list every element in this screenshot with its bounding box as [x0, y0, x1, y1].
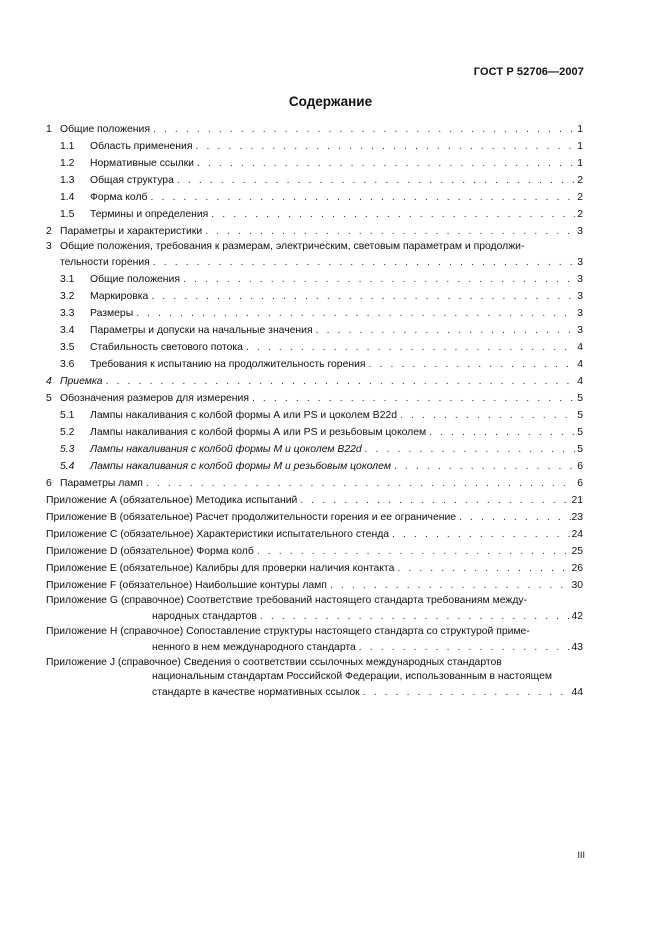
appendix-label: Приложение F [46, 580, 117, 591]
dot-leader [394, 560, 571, 577]
toc-entry-page: 5 [577, 410, 583, 421]
document-code: ГОСТ Р 52706—2007 [473, 66, 584, 78]
toc-entry[interactable] [46, 424, 583, 441]
toc-entry-page: 24 [571, 529, 583, 540]
toc-entry-title: Параметры ламп [60, 478, 143, 489]
toc-entry-number: 1.5 [60, 209, 75, 220]
toc-appendix-entry[interactable] [46, 577, 583, 594]
toc-entry-title-continued: национальным стандартам Российской Федерации, использованным в настоящем [152, 671, 552, 682]
toc-entry[interactable] [46, 356, 583, 373]
dot-leader [103, 373, 575, 390]
toc-entry[interactable] [46, 206, 583, 223]
dot-leader [391, 458, 575, 475]
toc-entry-title: (обязательное) Характеристики испытательного стенда [120, 529, 390, 540]
dot-leader [243, 339, 575, 356]
toc-entry-page: 3 [577, 291, 583, 302]
toc-entry-page: 2 [577, 192, 583, 203]
appendix-label: Приложение В [46, 512, 117, 523]
toc-entry[interactable] [46, 458, 583, 475]
toc-entry-page: 5 [577, 444, 583, 455]
toc-entry-title: Нормативные ссылки [90, 158, 194, 169]
toc-entry-page: 3 [577, 308, 583, 319]
toc-appendix-entry[interactable] [46, 656, 583, 701]
toc-entry-title-continued: стандарте в качестве нормативных ссылок [152, 687, 360, 698]
toc-entry-page: 3 [577, 257, 583, 268]
toc-entry-number: 3.3 [60, 308, 75, 319]
dot-leader [143, 475, 575, 492]
toc-entry-title: Лампы накаливания с колбой формы М и цоколем B22d [90, 444, 362, 455]
toc-appendix-entry[interactable] [46, 492, 583, 509]
dot-leader [192, 138, 575, 155]
dot-leader [133, 305, 575, 322]
toc-entry-page: 42 [571, 611, 583, 622]
toc-entry-title: (справочное) Сведения о соответствии ссылочных международных стандартов [117, 657, 502, 668]
toc-entry-page: 23 [571, 512, 583, 523]
toc-entry-number: 5.3 [60, 444, 75, 455]
toc-title: Содержание [288, 94, 373, 109]
toc-entry-number: 6 [46, 478, 52, 489]
toc-entry-title: Размеры [90, 308, 134, 319]
toc-entry-number: 5.1 [60, 410, 75, 421]
dot-leader [360, 684, 572, 701]
toc-entry[interactable] [46, 305, 583, 322]
toc-entry[interactable] [46, 121, 583, 138]
toc-entry-page: 1 [577, 124, 583, 135]
toc-entry-number: 3.4 [60, 325, 75, 336]
toc-entry[interactable] [46, 322, 583, 339]
toc-entry-number: 4 [46, 376, 52, 387]
toc-entry-page: 3 [577, 325, 583, 336]
toc-entry-page: 44 [571, 687, 583, 698]
toc-entry-page: 4 [577, 376, 583, 387]
toc-entry-title: (обязательное) Расчет продолжительности горения и ее ограничение [119, 512, 457, 523]
dot-leader [150, 121, 575, 138]
toc-entry-number: 3.5 [60, 342, 75, 353]
dot-leader [366, 356, 575, 373]
dot-leader [150, 254, 575, 271]
toc-appendix-entry[interactable] [46, 594, 583, 625]
toc-entry-page: 6 [577, 461, 583, 472]
dot-leader [362, 441, 575, 458]
appendix-label: Приложение С [46, 529, 118, 540]
toc-entry-page: 30 [571, 580, 583, 591]
toc-entry-number: 1.1 [60, 141, 75, 152]
appendix-label: Приложение J [46, 657, 116, 668]
toc-entry-title: Общие положения [90, 274, 180, 285]
toc-entry-title: (справочное) Сопоставление структуры настоящего стандарта со структурой приме- [120, 626, 530, 637]
dot-leader [456, 509, 571, 526]
toc-entry-number: 3.6 [60, 359, 75, 370]
toc-appendix-entry[interactable] [46, 625, 583, 656]
toc-entry-number: 2 [46, 226, 52, 237]
toc-entry-title: (обязательное) Наибольшие контуры ламп [119, 580, 327, 591]
toc-entry-number: 1.3 [60, 175, 75, 186]
toc-entry-page: 5 [577, 427, 583, 438]
toc-entry-title-continued: тельности горения [60, 257, 150, 268]
toc-appendix-entry[interactable] [46, 543, 583, 560]
toc-entry-page: 26 [571, 563, 583, 574]
dot-leader [208, 206, 575, 223]
toc-entry[interactable] [46, 288, 583, 305]
toc-entry-number: 5.4 [60, 461, 75, 472]
dot-leader [257, 608, 572, 625]
dot-leader [297, 492, 571, 509]
dot-leader [180, 271, 575, 288]
dot-leader [327, 577, 572, 594]
appendix-label: Приложение А [46, 495, 117, 506]
toc-entry-number: 5 [46, 393, 52, 404]
dot-leader [202, 223, 575, 240]
table-of-contents [46, 121, 583, 701]
toc-entry-title: (обязательное) Методика испытаний [119, 495, 298, 506]
toc-entry-title: Параметры и допуски на начальные значения [90, 325, 313, 336]
toc-entry-page: 2 [577, 209, 583, 220]
toc-entry-page: 2 [577, 175, 583, 186]
toc-entry-page: 25 [571, 546, 583, 557]
toc-entry-title-continued: народных стандартов [152, 611, 257, 622]
dot-leader [356, 639, 572, 656]
dot-leader [148, 189, 576, 206]
toc-entry-title: (справочное) Соответствие требований настоящего стандарта требованиям между- [120, 595, 528, 606]
toc-entry-title: Требования к испытанию на продолжительность горения [90, 359, 366, 370]
toc-appendix-entry[interactable] [46, 560, 583, 577]
toc-entry[interactable] [46, 373, 583, 390]
toc-entry-title: Термины и определения [90, 209, 209, 220]
toc-entry-title-continued: ненного в нем международного стандарта [152, 642, 356, 653]
toc-entry-number: 5.2 [60, 427, 75, 438]
toc-entry[interactable] [46, 475, 583, 492]
dot-leader [397, 407, 575, 424]
toc-entry-page: 3 [577, 226, 583, 237]
appendix-label: Приложение Н [46, 626, 118, 637]
toc-entry-title: (обязательное) Форма колб [120, 546, 254, 557]
toc-entry[interactable] [46, 189, 583, 206]
toc-entry[interactable] [46, 240, 583, 271]
toc-entry-title: Область применения [90, 141, 193, 152]
toc-entry-page: 4 [577, 342, 583, 353]
toc-appendix-entry[interactable] [46, 526, 583, 543]
toc-entry-number: 3.1 [60, 274, 75, 285]
toc-entry[interactable] [46, 441, 583, 458]
toc-entry[interactable] [46, 407, 583, 424]
toc-entry[interactable] [46, 138, 583, 155]
toc-entry-title: Маркировка [90, 291, 149, 302]
toc-entry-title: Общие положения [60, 124, 150, 135]
appendix-label: Приложение G [46, 595, 118, 606]
toc-entry-title: Лампы накаливания с колбой формы М и резьбовым цоколем [90, 461, 391, 472]
toc-entry-title: Общая структура [90, 175, 174, 186]
toc-entry-title: Общие положения, требования к размерам, электрическим, световым параметрам и продолжи- [60, 241, 525, 252]
toc-entry-page: 1 [577, 141, 583, 152]
toc-entry-page: 21 [571, 495, 583, 506]
page-number-roman: III [577, 850, 585, 860]
toc-entry[interactable] [46, 390, 583, 407]
toc-entry-number: 3 [46, 241, 52, 252]
toc-entry-title: Лампы накаливания с колбой формы А или PS и резьбовым цоколем [90, 427, 427, 438]
appendix-label: Приложение Е [46, 563, 117, 574]
toc-entry-title: Параметры и характеристики [60, 226, 203, 237]
dot-leader [254, 543, 572, 560]
dot-leader [313, 322, 575, 339]
toc-entry[interactable] [46, 155, 583, 172]
toc-entry-title: Обозначения размеров для измерения [60, 393, 249, 404]
toc-entry-number: 3.2 [60, 291, 75, 302]
toc-entry[interactable] [46, 271, 583, 288]
appendix-label: Приложение D [46, 546, 118, 557]
dot-leader [389, 526, 571, 543]
toc-entry-number: 1 [46, 124, 52, 135]
toc-entry[interactable] [46, 172, 583, 189]
toc-entry-title: Форма колб [90, 192, 148, 203]
toc-entry-page: 6 [577, 478, 583, 489]
toc-entry-title: Лампы накаливания с колбой формы А или PS и цоколем B22d [90, 410, 398, 421]
toc-entry-title: Приемка [60, 376, 103, 387]
toc-entry-title: (обязательное) Калибры для проверки наличия контакта [119, 563, 395, 574]
toc-entry-page: 5 [577, 393, 583, 404]
dot-leader [426, 424, 575, 441]
toc-entry-title: Стабильность светового потока [90, 342, 243, 353]
toc-entry-page: 1 [577, 158, 583, 169]
dot-leader [249, 390, 575, 407]
toc-entry-number: 1.4 [60, 192, 75, 203]
dot-leader [148, 288, 575, 305]
toc-entry[interactable] [46, 223, 583, 240]
dot-leader [174, 172, 575, 189]
toc-entry-page: 3 [577, 274, 583, 285]
toc-entry-number: 1.2 [60, 158, 75, 169]
toc-entry[interactable] [46, 339, 583, 356]
dot-leader [194, 155, 575, 172]
toc-entry-page: 4 [577, 359, 583, 370]
toc-entry-page: 43 [571, 642, 583, 653]
toc-appendix-entry[interactable] [46, 509, 583, 526]
